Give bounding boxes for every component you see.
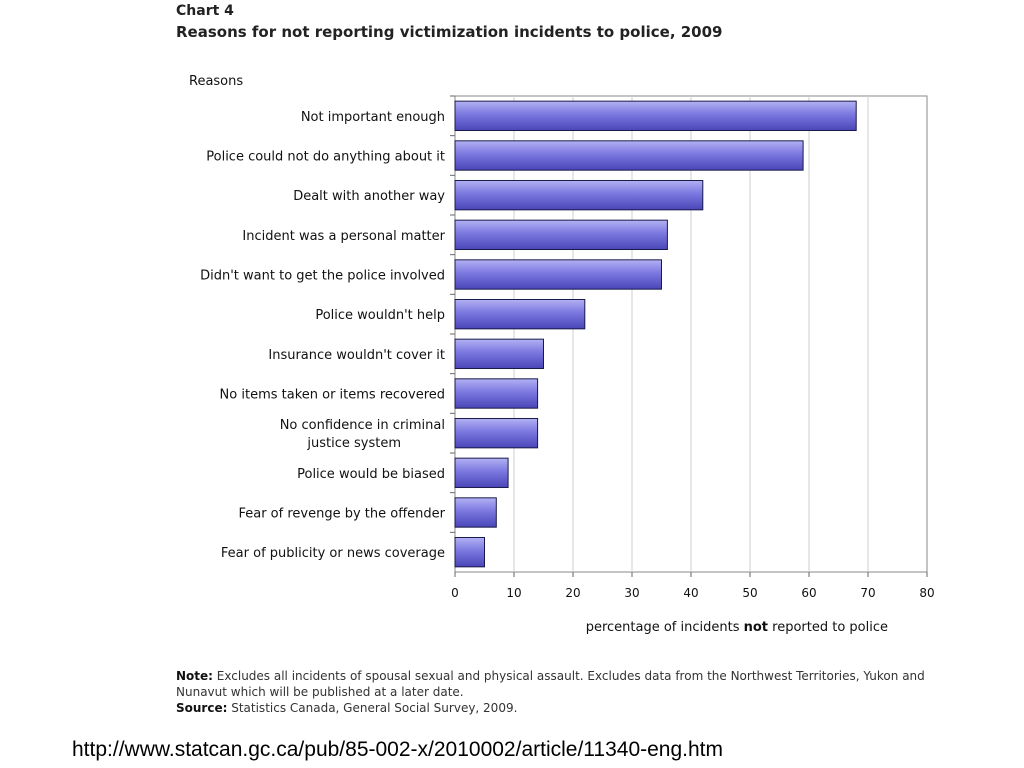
note-text: Excludes all incidents of spousal sexual and physical assault. Excludes data from the Northwest Territories, Yukon and Nunavut which will be published at a later date. [176, 669, 925, 699]
x-tick-label: 30 [624, 586, 640, 600]
note-line [176, 668, 936, 700]
bar [455, 498, 496, 527]
category-label: Police could not do anything about it [206, 149, 445, 165]
category-label: No confidence in criminal justice system [279, 418, 445, 452]
bar [455, 299, 585, 328]
category-label: Insurance wouldn't cover it [268, 347, 445, 363]
source-label: Source: [176, 701, 228, 715]
note-label: Note: [176, 669, 213, 683]
x-tick-label: 60 [801, 586, 817, 600]
chart-title: Reasons for not reporting victimization incidents to police, 2009 [176, 23, 723, 41]
x-tick-label: 20 [565, 586, 581, 600]
bar [455, 339, 544, 368]
category-label: Didn't want to get the police involved [200, 268, 445, 284]
category-label: Incident was a personal matter [242, 228, 445, 244]
x-tick-label: 40 [683, 586, 699, 600]
bar [455, 537, 485, 566]
bar [455, 418, 538, 447]
bar [455, 141, 803, 170]
source-line [176, 700, 936, 716]
bar [455, 220, 667, 249]
bar [455, 101, 856, 130]
category-label: Fear of revenge by the offender [238, 506, 445, 522]
category-label: Fear of publicity or news coverage [220, 546, 445, 562]
bar [455, 260, 662, 289]
category-label: Not important enough [300, 109, 445, 125]
y-axis-title: Reasons [189, 74, 244, 89]
category-label: Police would be biased [297, 466, 445, 482]
source-text: Statistics Canada, General Social Survey, 2009. [227, 701, 518, 715]
x-axis-ticks [451, 572, 934, 600]
x-tick-label: 80 [919, 586, 935, 600]
bar [455, 180, 703, 209]
x-tick-label: 50 [742, 586, 758, 600]
bar [455, 458, 508, 487]
x-tick-label: 0 [451, 586, 459, 600]
x-tick-label: 10 [506, 586, 522, 600]
bar [455, 379, 538, 408]
chart-number: Chart 4 [176, 3, 234, 19]
x-axis-title: percentage of incidents not reported to police [585, 620, 888, 635]
category-label: Police wouldn't help [315, 308, 445, 324]
source-url[interactable]: http://www.statcan.gc.ca/pub/85-002-x/2010002/article/11340-eng.htm [72, 738, 724, 761]
category-label: No items taken or items recovered [219, 387, 445, 403]
category-labels [200, 96, 455, 561]
category-label: Dealt with another way [293, 189, 445, 205]
x-tick-label: 70 [860, 586, 876, 600]
chart-notes [176, 668, 936, 716]
